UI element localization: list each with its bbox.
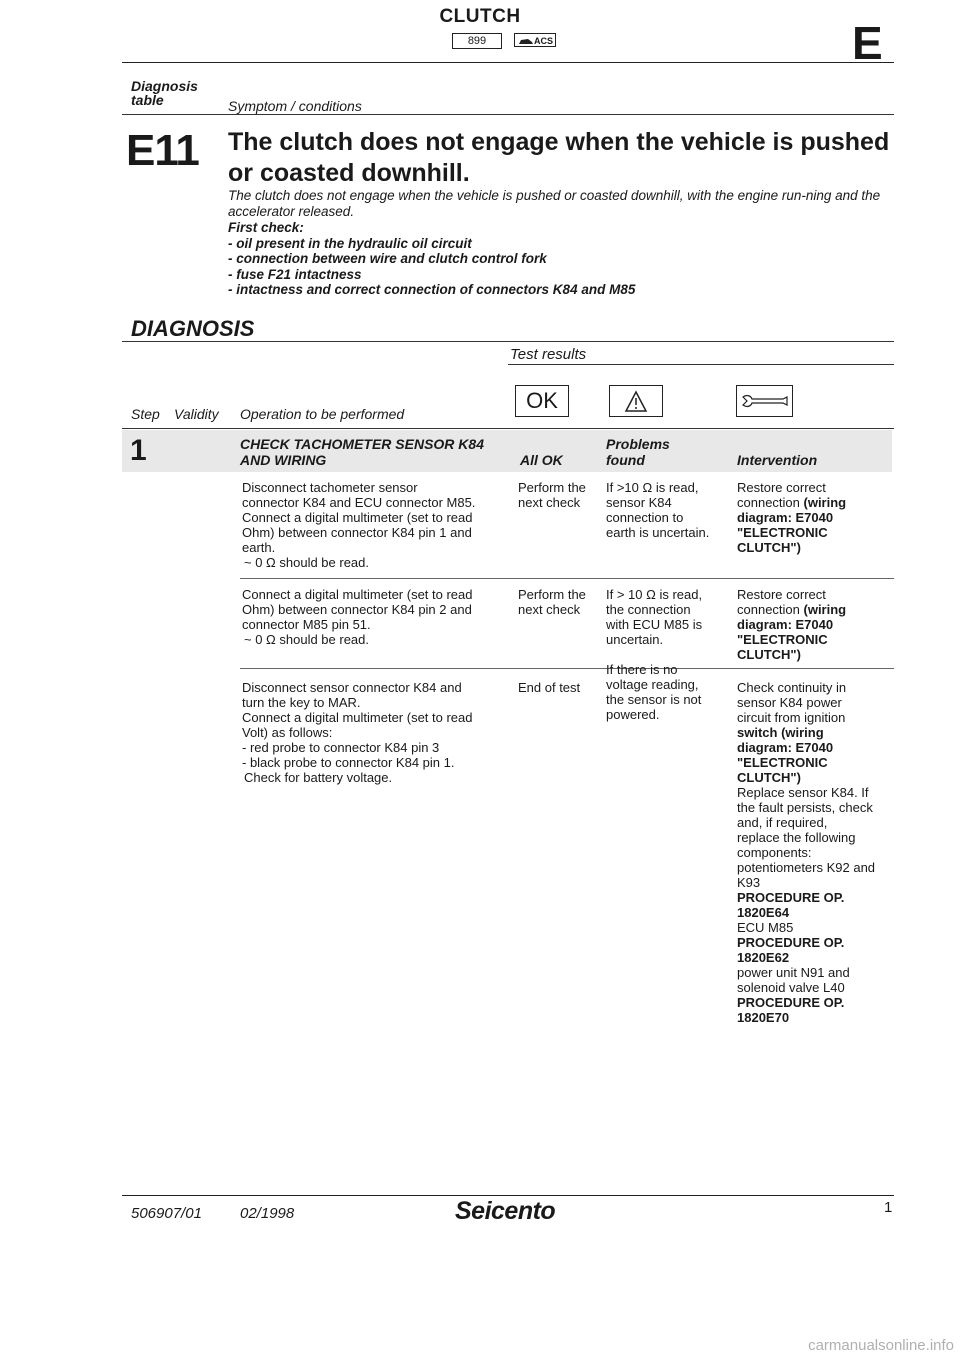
problem-line: earth is uncertain. (606, 525, 710, 540)
intervention-line: "ELECTRONIC (737, 525, 828, 540)
problem-line: If > 10 Ω is read, (606, 587, 703, 602)
table-top-rule (122, 428, 894, 429)
intervention-line: Restore correct (737, 587, 826, 602)
document-code: 506907/01 (131, 1205, 202, 1222)
row-divider (240, 578, 894, 579)
problem-line: powered. (606, 707, 660, 722)
page-number: 1 (884, 1199, 893, 1216)
brand-logo-text: Seicento (455, 1197, 556, 1225)
acs-badge (514, 33, 556, 47)
operation-line: Check for battery voltage. (244, 770, 393, 785)
operation-line: Disconnect sensor connector K84 and (242, 680, 462, 695)
all-ok-label: All OK (520, 452, 563, 468)
diagnosis-table-label (131, 79, 198, 107)
page-header-title: CLUTCH (439, 6, 521, 27)
operation-line: connector K84 and ECU connector M85. (242, 495, 476, 510)
operation-line: earth. (242, 540, 276, 555)
check-item: - oil present in the hydraulic oil circuit (228, 235, 472, 251)
intervention-line: 1820E64 (737, 905, 790, 920)
intervention-line (737, 495, 887, 510)
problem-line: the sensor is not (606, 692, 702, 707)
intervention-line: Replace sensor K84. If (737, 785, 869, 800)
intervention-text: connection (737, 495, 804, 510)
intervention-line: 1820E62 (737, 950, 790, 965)
operation-line: Disconnect tachometer sensor (242, 480, 418, 495)
operation-line: ~ 0 Ω should be read. (244, 555, 369, 570)
intervention-line: circuit from ignition (737, 710, 846, 725)
intervention-line: power unit N91 and (737, 965, 850, 980)
check-item: - fuse F21 intactness (228, 266, 362, 282)
intervention-text-bold: (wiring (803, 495, 847, 510)
intervention-line: components: (737, 845, 812, 860)
intervention-line: K93 (737, 875, 761, 890)
operation-line: Connect a digital multimeter (set to read (242, 710, 473, 725)
ok-line: Perform the (518, 480, 586, 495)
ok-line: next check (518, 602, 581, 617)
problem-line: voltage reading, (606, 677, 699, 692)
problem-line: If there is no (606, 662, 678, 677)
check-item: - intactness and correct connection of connectors K84 and M85 (228, 282, 636, 297)
step-title: CHECK TACHOMETER SENSOR K84 AND WIRING (240, 436, 484, 468)
ok-line: next check (518, 495, 581, 510)
intervention-line: PROCEDURE OP. (737, 995, 845, 1010)
footer-rule (122, 1195, 894, 1196)
intervention-cell-2 (737, 587, 887, 662)
intervention-line (737, 602, 887, 617)
intervention-line: "ELECTRONIC (737, 755, 828, 770)
intervention-line: Check continuity in (737, 680, 847, 695)
ok-line: End of test (518, 680, 581, 695)
intervention-line: 1820E70 (737, 1010, 790, 1025)
check-item: - connection between wire and clutch control fork (228, 251, 547, 266)
intervention-line: Restore correct (737, 480, 826, 495)
test-results-rule (508, 364, 894, 365)
intervention-line: CLUTCH") (737, 540, 801, 555)
intervention-line: PROCEDURE OP. (737, 935, 845, 950)
ok-icon: OK (515, 385, 569, 417)
operation-line: turn the key to MAR. (242, 695, 361, 710)
acs-label: ACS (533, 36, 553, 46)
intervention-cell-1 (737, 480, 887, 555)
problems-found-label: Problems found (606, 436, 670, 468)
intervention-line: CLUTCH") (737, 647, 801, 662)
diagnosis-heading: DIAGNOSIS (131, 316, 255, 341)
problem-line: If >10 Ω is read, (606, 480, 699, 495)
section-letter: E (852, 17, 883, 69)
intervention-text: connection (737, 602, 804, 617)
operation-line: Ohm) between connector K84 pin 1 and (242, 525, 472, 540)
diagnosis-table-label-line2: table (131, 92, 164, 108)
intervention-line: solenoid valve L40 (737, 980, 845, 995)
symptom-description: The clutch does not engage when the vehicle is pushed or coasted downhill, with the engine run-ning and the accelerator released. (228, 188, 881, 219)
first-check-label: First check: (228, 220, 304, 235)
intervention-cell-3 (737, 680, 893, 1025)
validity-col-header: Validity (174, 406, 219, 422)
operation-line: - black probe to connector K84 pin 1. (242, 755, 455, 770)
header-rule (122, 62, 894, 63)
ok-line: Perform the (518, 587, 586, 602)
intervention-line: diagram: E7040 (737, 510, 834, 525)
manual-code-box: 899 (452, 33, 502, 49)
intervention-line: PROCEDURE OP. (737, 890, 845, 905)
watermark: carmanualsonline.info (808, 1337, 954, 1354)
intervention-line: the fault persists, check (737, 800, 873, 815)
operation-line: ~ 0 Ω should be read. (244, 632, 369, 647)
symptom-conditions-label: Symptom / conditions (228, 98, 362, 114)
ok-cell-1 (518, 480, 604, 510)
symptom-code: E11 (126, 126, 199, 175)
operation-line: Ohm) between connector K84 pin 2 and (242, 602, 472, 617)
operation-line: Volt) as follows: (242, 725, 333, 740)
problem-cell-3 (606, 662, 734, 722)
intervention-line: diagram: E7040 (737, 617, 834, 632)
document-date: 02/1998 (240, 1205, 295, 1222)
car-icon (518, 36, 534, 46)
operation-cell-2 (242, 587, 512, 647)
problem-cell-2 (606, 587, 734, 647)
problem-line: the connection (606, 602, 691, 617)
problem-line: uncertain. (606, 632, 664, 647)
operation-line: Connect a digital multimeter (set to read (242, 587, 473, 602)
row-divider (240, 668, 894, 669)
intervention-line: and, if required, (737, 815, 828, 830)
wrench-icon (736, 385, 793, 417)
symptom-title: The clutch does not engage when the vehicle is pushed or coasted downhill. (228, 128, 890, 187)
operation-line: connector M85 pin 51. (242, 617, 371, 632)
operation-line: Connect a digital multimeter (set to read (242, 510, 473, 525)
operation-cell-1 (242, 480, 512, 570)
intervention-line: switch (wiring (737, 725, 824, 740)
intervention-line: potentiometers K92 and (737, 860, 876, 875)
diagnosis-table-label-line1: Diagnosis (131, 78, 198, 94)
intervention-line: replace the following (737, 830, 856, 845)
symptom-rule (122, 114, 894, 115)
intervention-line: "ELECTRONIC (737, 632, 828, 647)
warning-icon (609, 385, 663, 417)
ok-cell-2 (518, 587, 604, 617)
problem-line: sensor K84 (606, 495, 672, 510)
intervention-line: ECU M85 (737, 920, 794, 935)
first-check-list (228, 220, 908, 298)
ok-cell-3 (518, 680, 604, 695)
operation-col-header: Operation to be performed (240, 406, 405, 422)
operation-cell-3 (242, 680, 512, 785)
step-number: 1 (130, 434, 147, 467)
test-results-label: Test results (510, 346, 587, 363)
intervention-text-bold: (wiring (803, 602, 847, 617)
problem-line: with ECU M85 is (606, 617, 703, 632)
intervention-line: sensor K84 power (737, 695, 842, 710)
intervention-label: Intervention (737, 452, 818, 468)
problem-cell-1 (606, 480, 734, 540)
diagnosis-rule (122, 341, 894, 342)
intervention-line: CLUTCH") (737, 770, 801, 785)
intervention-line: diagram: E7040 (737, 740, 834, 755)
step-col-header: Step (131, 406, 160, 422)
problem-line: connection to (606, 510, 684, 525)
operation-line: - red probe to connector K84 pin 3 (242, 740, 440, 755)
